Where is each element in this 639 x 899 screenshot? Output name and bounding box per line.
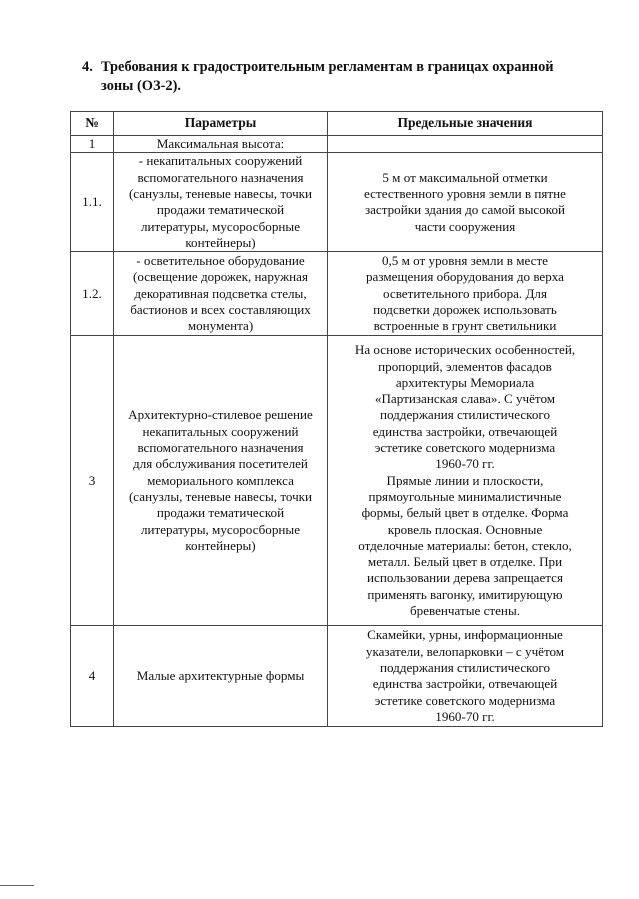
limit-value-line: размещения оборудования до верха [366, 269, 564, 285]
parameter-line: - некапитальных сооружений [138, 153, 303, 169]
parameter-line: (санузлы, теневые навесы, точки [128, 488, 313, 504]
parameter-line: бастионов и всех составляющих [130, 301, 311, 317]
parameter-line: некапитальных сооружений [142, 423, 299, 439]
limit-value-line: единства застройки, отвечающей [372, 423, 558, 439]
parameter-line: литературы, мусоросборные [140, 218, 301, 234]
row-number: 1.1. [71, 153, 114, 252]
limit-value-line: осветительного прибора. Для [383, 285, 547, 301]
limit-value-line: 1960-70 гг. [435, 708, 495, 724]
parameter-line: продажи тематической [156, 202, 285, 218]
parameter-line: продажи тематической [156, 505, 285, 521]
row-number: 4 [71, 626, 114, 727]
parameter-line: мемориального комплекса [147, 472, 294, 488]
header-parameters: Параметры [114, 112, 328, 136]
limit-value-line: архитектуры Мемориала [395, 374, 535, 390]
limit-value-line: 1960-70 гг. [435, 456, 495, 472]
limit-value-line: 0,5 м от уровня земли в месте [381, 253, 548, 269]
row-limit-value [328, 252, 603, 336]
limit-value-line: встроенные в грунт светильники [373, 318, 557, 334]
limit-value-line: подсветки дорожек использовать [373, 301, 557, 317]
row-number: 1.2. [71, 252, 114, 336]
limit-value-line: части сооружения [414, 218, 516, 234]
limit-value-line: 5 м от максимальной отметки [382, 169, 548, 185]
header-limit-values: Предельные значения [328, 112, 603, 136]
regulations-table [70, 111, 603, 727]
limit-value-line: прямоугольные минималистичные [368, 488, 562, 504]
row-limit-value [328, 626, 603, 727]
limit-value-line: эстетике советского модернизма [374, 692, 556, 708]
parameter-line: вспомогательного назначения [137, 440, 304, 456]
parameter-line: Малые архитектурные формы [136, 668, 305, 684]
row-number: 1 [71, 136, 114, 153]
parameter-line: литературы, мусоросборные [140, 521, 301, 537]
limit-value-line: поддержания стилистического [379, 660, 551, 675]
row-parameter [114, 252, 328, 336]
limit-value-line: «Партизанская слава». С учётом [374, 391, 556, 407]
limit-value-line: На основе исторических особенностей, [354, 342, 576, 358]
parameter-line: Архитектурно-стилевое решение [128, 407, 313, 423]
row-parameter [114, 153, 328, 252]
limit-value-line: отделочные материалы: бетон, стекло, [358, 537, 572, 553]
row-limit-value [328, 136, 603, 153]
parameter-line: вспомогательного назначения [137, 169, 304, 185]
limit-value-line: застройки здания до самой высокой [364, 202, 566, 218]
row-number: 3 [71, 336, 114, 626]
limit-value-line: формы, белый цвет в отделке. Форма [361, 505, 569, 521]
limit-value-line: Прямые линии и плоскости, [386, 472, 544, 488]
page-edge-mark [0, 885, 34, 886]
limit-value-line: кровель плоская. Основные [387, 521, 543, 537]
row-parameter [114, 626, 328, 727]
table-row [71, 626, 603, 727]
row-limit-value [328, 336, 603, 626]
row-limit-value [328, 153, 603, 252]
limit-value-line: применять вагонку, имитирующую [367, 586, 563, 602]
parameter-line: (освещение дорожек, наружная [133, 269, 308, 285]
section-heading [82, 58, 604, 96]
limit-value-line: Скамейки, урны, информационные [367, 627, 563, 643]
parameter-line: монумента) [187, 318, 254, 334]
header-number: № [71, 112, 114, 136]
table-row [71, 252, 603, 336]
parameter-line: для обслуживания посетителей [133, 456, 308, 472]
parameter-line: - осветительное оборудование [136, 253, 305, 269]
row-parameter [114, 136, 328, 153]
limit-value-line: единства застройки, отвечающей [372, 676, 558, 692]
section-number: 4. [82, 59, 93, 75]
table-row [71, 136, 603, 153]
limit-value-line: поддержания стилистического [379, 407, 551, 423]
limit-value-line: эстетике советского модернизма [374, 440, 556, 456]
limit-value-line: естественного уровня земли в пятне [364, 186, 566, 201]
parameter-line: контейнеры) [185, 537, 256, 553]
section-title-line-2: зоны (ОЗ-2). [101, 78, 181, 94]
table-row [71, 336, 603, 626]
row-parameter [114, 336, 328, 626]
limit-value-line: бревенчатые стены. [409, 603, 521, 619]
parameter-line: Максимальная высота: [156, 136, 285, 151]
limit-value-line: использовании дерева запрещается [367, 570, 563, 586]
table-row [71, 153, 603, 252]
limit-value-line: указатели, велопарковки – с учётом [365, 643, 565, 659]
section-title-line-1: Требования к градостроительным регламентам в границах охранной [101, 59, 554, 75]
limit-value-line: металл. Белый цвет в отделке. При [367, 554, 563, 570]
table-header-row [71, 112, 603, 136]
parameter-line: (санузлы, теневые навесы, точки [128, 186, 313, 201]
parameter-line: контейнеры) [185, 234, 256, 250]
parameter-line: декоративная подсветка стелы, [134, 285, 307, 301]
limit-value-line: пропорций, элементов фасадов [378, 358, 552, 374]
